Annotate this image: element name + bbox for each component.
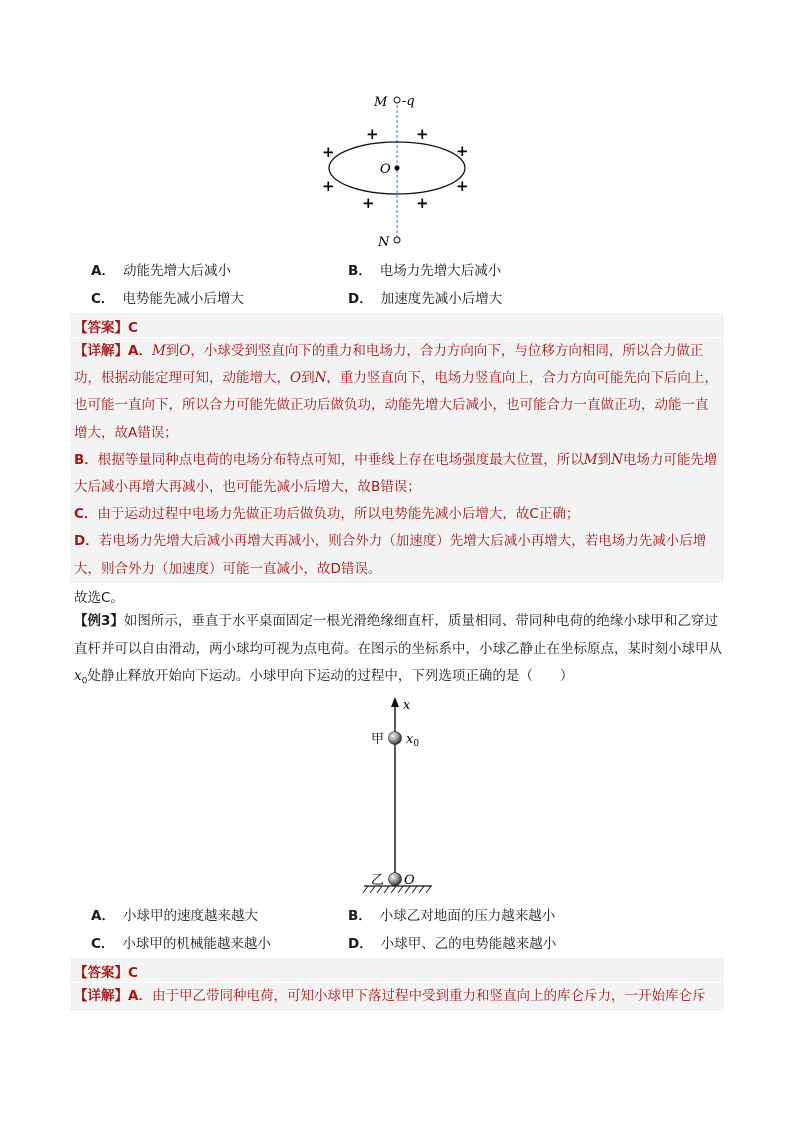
ball-yi <box>389 873 402 886</box>
text: A <box>128 424 138 441</box>
explanation-key: B． <box>74 451 98 468</box>
text: 错误。 <box>340 560 382 577</box>
plus-sign: + <box>416 125 429 143</box>
option-text: 动能先增大后减小 <box>122 263 231 279</box>
option-c <box>91 287 244 307</box>
label-x-axis: x <box>403 698 411 713</box>
question-text: 如图所示，垂直于水平桌面固定一根光滑绝缘细直杆，质量相同、带同种电荷的绝缘小球甲和乙穿过直杆并可以自由滑动，两小球均可视为点电荷。在图示的坐标系中，小球乙静止在坐标原点，某时刻小球甲从 <box>74 613 722 657</box>
label-yi: 乙 <box>371 873 385 888</box>
option-key: C． <box>91 936 115 952</box>
option-text: 小球甲的速度越来越大 <box>122 908 258 924</box>
option-a <box>91 904 258 924</box>
explanation-d <box>74 528 720 582</box>
explanation-key: A． <box>128 343 152 359</box>
text: 错误； <box>137 424 178 441</box>
question-3 <box>74 608 724 696</box>
option-key: D． <box>348 936 373 952</box>
answer-label: 【答案】 <box>74 965 128 981</box>
option-key: B． <box>348 263 372 279</box>
explanation-text: 由于甲乙带同种电荷，可知小球甲下落过程中受到重力和竖直向上的库仑斥力，一开始库仑斥 <box>151 988 706 1004</box>
text: 错误； <box>380 479 421 496</box>
var-N: N <box>314 370 327 387</box>
answer-band <box>70 958 724 982</box>
plus-sign: + <box>366 125 379 143</box>
option-text: 小球甲的机械能越来越小 <box>122 936 271 952</box>
plus-sign: + <box>456 142 469 160</box>
option-text: 电势能先减小后增大 <box>122 291 244 307</box>
explanation-key: C． <box>74 506 98 523</box>
answer-line <box>74 316 138 336</box>
explanation-a <box>74 338 720 447</box>
text: 由于运动过程中电场力先做正功后做负功，所以电势能先减小后增大，故 <box>97 506 530 523</box>
question-tag: 【例3】 <box>74 613 124 629</box>
question-text: 处静止释放开始向下运动。小球甲向下运动的过程中，下列选项正确的是（ ） <box>87 668 574 684</box>
plus-sign: + <box>456 177 469 195</box>
answer-band <box>70 313 724 337</box>
text: 正确； <box>538 506 580 523</box>
option-key: D． <box>348 291 373 307</box>
option-key: A． <box>91 908 115 924</box>
text: 若电场力先增大后减小再增大再减小，则合外力（加速度）先增大后减小再增大，若电场力先减小后增大，则合外力（加速度）可能一直减小，故 <box>74 533 707 577</box>
text: ，重力竖直向下，电场力竖直向上，合力方向可能先向下后向上，也可能一直向下，所以合力可能先做正功后做负功，动能先增大后减小，也可能合力一直做正功，动能一直增大，故 <box>74 370 718 441</box>
answer-value: C <box>128 320 138 336</box>
var-M: M <box>151 343 166 359</box>
option-b <box>348 259 501 279</box>
plus-sign: + <box>322 143 335 161</box>
label-charge-q: -q <box>402 94 415 109</box>
label-O: O <box>380 162 391 177</box>
option-text: 小球乙对地面的压力越来越小 <box>379 908 556 924</box>
explanation-block <box>70 983 724 1011</box>
option-d <box>348 932 556 952</box>
text: ，小球受到竖直向下的重力和电场力，合力方向向下，与位移方向相同，所以合力做正功，根据动能定理可知，动能增大， <box>74 343 704 387</box>
answer-value: C <box>128 965 138 981</box>
figure-ellipse-charges <box>310 88 490 253</box>
option-a <box>91 259 231 279</box>
label-M: M <box>374 95 388 110</box>
var-x0: x <box>74 668 82 684</box>
explanation-b <box>74 447 720 501</box>
option-text: 加速度先减小后增大 <box>380 291 503 307</box>
plus-sign: + <box>416 194 429 212</box>
explanation-tag: 【详解】 <box>74 343 128 359</box>
answer-line <box>74 961 138 981</box>
var-N: N <box>611 451 623 468</box>
plus-sign: + <box>362 194 375 212</box>
label-jia: 甲 <box>371 732 385 747</box>
plus-sign: + <box>322 177 335 195</box>
point-M <box>394 97 400 103</box>
text: 根据等量同种点电荷的电场分布特点可知，中垂线上存在电场强度最大位置，所以 <box>97 451 584 468</box>
var-O: O <box>290 370 302 387</box>
ball-jia <box>389 732 402 745</box>
text: 电场力可能先增大后减小再增大再减小，也可能先减小后增大，故 <box>74 451 718 496</box>
answer-label: 【答案】 <box>74 320 128 336</box>
option-key: A． <box>91 263 115 279</box>
explanation-key: A． <box>128 988 152 1004</box>
var-M: M <box>583 451 598 468</box>
text: 到 <box>301 370 315 387</box>
conclusion-text: 故选C。 <box>74 590 124 606</box>
text: 到 <box>165 343 180 359</box>
option-key: B． <box>348 908 372 924</box>
text: B <box>371 479 381 496</box>
explanation-block <box>70 338 724 583</box>
explanation-tag: 【详解】 <box>74 988 128 1004</box>
point-N <box>394 237 400 243</box>
text: 到 <box>597 451 612 468</box>
option-b <box>348 904 555 924</box>
option-key: C． <box>91 291 115 307</box>
text: C <box>529 506 539 523</box>
option-c <box>91 932 271 952</box>
var-O: O <box>179 343 191 359</box>
label-origin: O <box>404 873 415 888</box>
explanation-c <box>74 501 720 528</box>
axis-arrowhead <box>391 697 399 707</box>
figure-rod-balls <box>360 695 440 895</box>
text: D <box>330 560 341 577</box>
option-d <box>348 287 502 307</box>
label-N: N <box>378 235 390 250</box>
option-text: 电场力先增大后减小 <box>379 263 502 279</box>
var-x0-subscript: 0 <box>81 676 88 687</box>
label-x0: $x_0$ <box>406 732 420 749</box>
point-O <box>394 165 399 170</box>
explanation-key: D． <box>74 533 99 550</box>
option-text: 小球甲、乙的电势能越来越小 <box>380 936 557 952</box>
